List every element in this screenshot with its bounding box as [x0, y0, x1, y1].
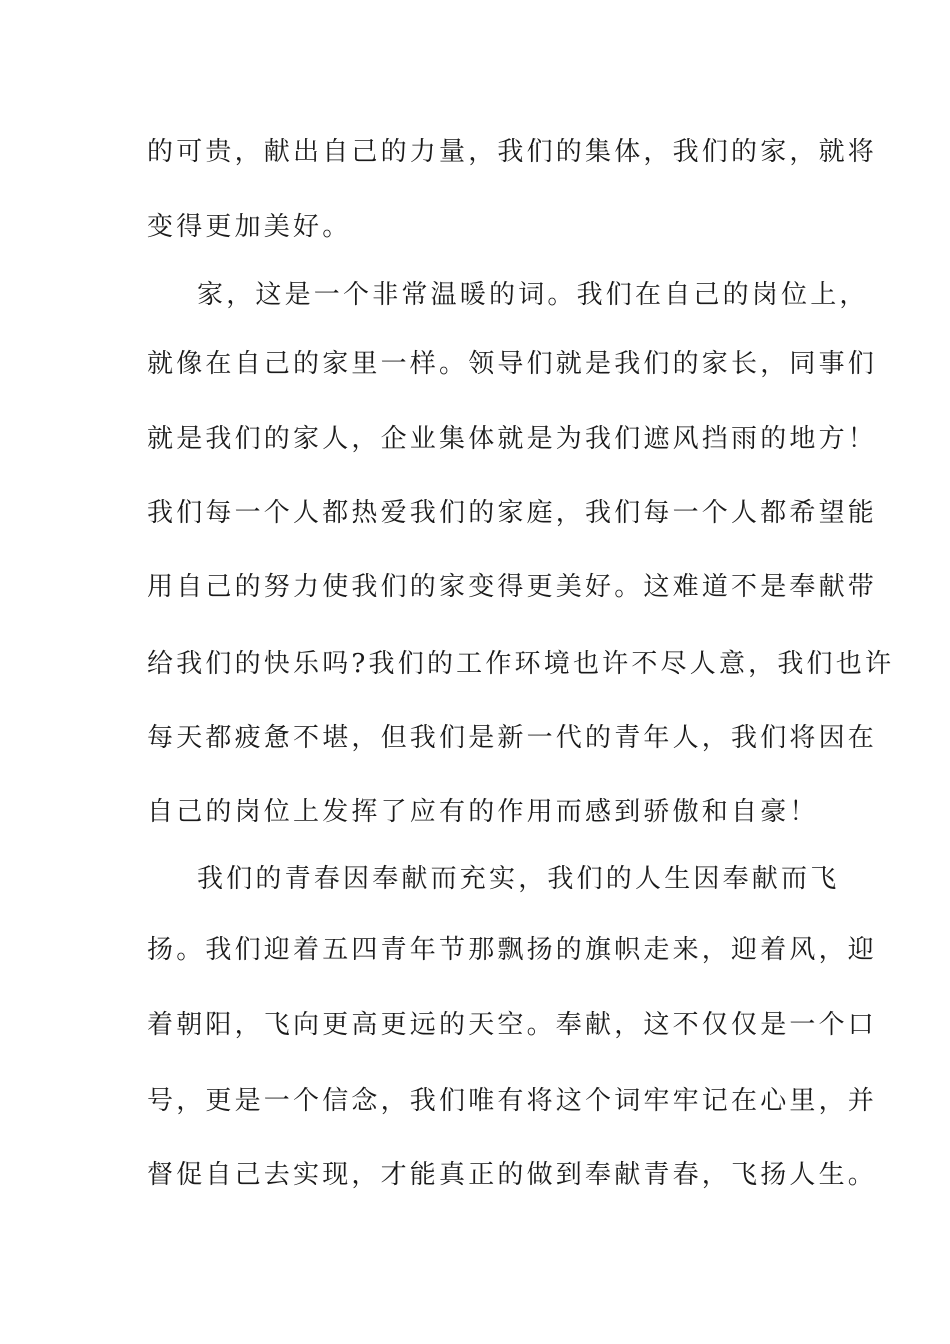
- paragraph-start-line: 我们的青春因奉献而充实，我们的人生因奉献而飞: [197, 864, 840, 894]
- text-line: 着朝阳，飞向更高更远的天空。奉献，这不仅仅是一个口: [147, 1010, 878, 1040]
- text-line: 的可贵，献出自己的力量，我们的集体，我们的家，就将: [147, 137, 878, 167]
- text-line: 就是我们的家人，企业集体就是为我们遮风挡雨的地方！: [147, 424, 878, 454]
- text-line: 我们每一个人都热爱我们的家庭，我们每一个人都希望能: [147, 498, 878, 528]
- text-line: 每天都疲惫不堪，但我们是新一代的青年人，我们将因在: [147, 723, 878, 753]
- text-line: 号，更是一个信念，我们唯有将这个词牢牢记在心里，并: [147, 1086, 878, 1116]
- text-line: 自己的岗位上发挥了应有的作用而感到骄傲和自豪！: [147, 797, 819, 827]
- text-line: 用自己的努力使我们的家变得更美好。这难道不是奉献带: [147, 572, 878, 602]
- text-line: 给我们的快乐吗?我们的工作环境也许不尽人意，我们也许: [147, 649, 895, 679]
- paragraph-start-line: 家，这是一个非常温暖的词。我们在自己的岗位上，: [197, 280, 869, 310]
- text-line: 扬。我们迎着五四青年节那飘扬的旗帜走来，迎着风，迎: [147, 935, 878, 965]
- text-line: 督促自己去实现，才能真正的做到奉献青春，飞扬人生。: [147, 1160, 878, 1190]
- text-line: 变得更加美好。: [147, 212, 352, 242]
- text-line: 就像在自己的家里一样。领导们就是我们的家长，同事们: [147, 349, 878, 379]
